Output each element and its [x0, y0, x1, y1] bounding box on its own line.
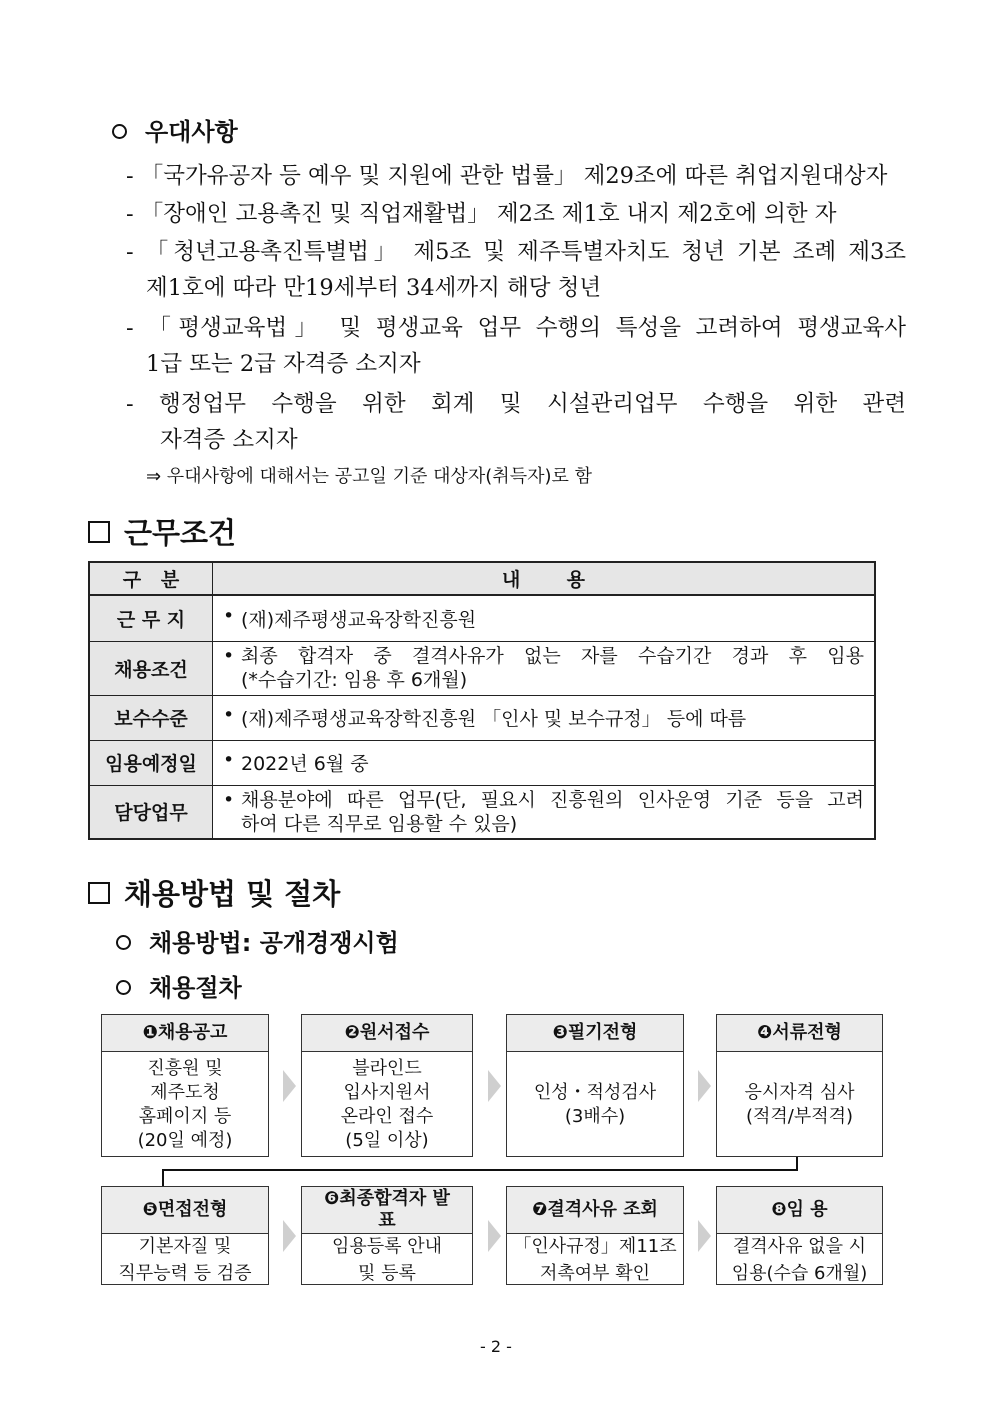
step-title: ❹서류전형 — [717, 1015, 882, 1052]
step-body-line: (적격/부적격) — [745, 1105, 854, 1127]
bullet: • — [223, 749, 235, 771]
step-body — [507, 1052, 683, 1157]
step-title: ❶채용공고 — [102, 1015, 268, 1052]
step-4-box — [716, 1014, 883, 1157]
hiring-method-text: 채용방법: 공개경쟁시험 — [149, 929, 399, 957]
table-row — [89, 595, 875, 641]
hiring-heading-text: 채용방법 및 절차 — [124, 877, 341, 911]
arrow-right-icon — [283, 1070, 296, 1102]
row-text-2: 하여 다른 직무로 임용할 수 있음) — [241, 812, 518, 835]
step-body-line: (20일 예정) — [137, 1129, 233, 1151]
step-body — [102, 1052, 268, 1157]
step-body-line: 홈페이지 등 — [138, 1105, 232, 1127]
preference-item-4-line-2: 1급 또는 2급 자격증 소지자 — [146, 351, 421, 377]
arrow-right-icon — [488, 1220, 501, 1252]
procedure-heading-text: 채용절차 — [149, 974, 242, 1002]
step-5-box — [101, 1186, 269, 1285]
preferences-note: ⇒ 우대사항에 대해서는 공고일 기준 대상자(취득자)로 함 — [146, 466, 592, 487]
arrow-right-icon — [698, 1070, 711, 1102]
preference-item-3-line-2: 제1호에 따라 만19세부터 34세까지 해당 청년 — [146, 275, 602, 301]
arrow-right-icon — [698, 1220, 711, 1252]
step-body-line: 기본자질 및 — [138, 1235, 232, 1257]
step-body — [717, 1234, 882, 1285]
arrow-right-icon — [488, 1070, 501, 1102]
connector-line — [162, 1169, 798, 1171]
step-body-line: 저촉여부 확인 — [539, 1262, 651, 1284]
table-row — [89, 740, 875, 785]
row-text: 2022년 6월 중 — [241, 753, 369, 775]
bullet: • — [223, 704, 235, 726]
step-3-box — [506, 1014, 684, 1157]
step-body-line: 임용(수습 6개월) — [731, 1262, 868, 1284]
step-body-line: 제주도청 — [150, 1081, 220, 1103]
col-category-header: 구 분 — [89, 562, 213, 595]
hiring-method — [116, 923, 399, 958]
row-text-2: (*수습기간: 임용 후 6개월) — [241, 669, 468, 691]
arrow-right-icon — [283, 1220, 296, 1252]
row-text: 채용분야에 따른 업무(단, 필요시 진흥원의 인사운영 기준 등을 고려 — [241, 788, 864, 811]
row-content — [213, 740, 876, 785]
step-8-box — [716, 1186, 883, 1285]
step-body-line: 입사지원서 — [343, 1081, 431, 1103]
step-7-box — [506, 1186, 684, 1285]
preference-item-3-line-1: - 「청년고용촉진특별법」 제5조 및 제주특별자치도 청년 기본 조례 제3조 — [126, 239, 906, 265]
step-body-line: 진흥원 및 — [147, 1057, 223, 1079]
step-1-box — [101, 1014, 269, 1157]
step-title: ❽임 용 — [717, 1187, 882, 1234]
step-body-line: 응시자격 심사 — [744, 1081, 855, 1103]
bullet: • — [223, 788, 235, 811]
row-content — [213, 641, 876, 695]
step-body-line: (5일 이상) — [345, 1129, 429, 1151]
bullet: • — [223, 604, 235, 627]
procedure-heading — [116, 968, 242, 1003]
step-body-line: 임용등록 안내 — [331, 1235, 443, 1257]
step-2-box — [301, 1014, 473, 1157]
hollow-square-icon — [88, 521, 110, 543]
step-6-box — [301, 1186, 473, 1285]
row-content — [213, 595, 876, 641]
step-body-line: 직무능력 등 검증 — [118, 1262, 252, 1284]
step-body-line: 온라인 접수 — [340, 1105, 434, 1127]
preferences-heading — [112, 112, 238, 147]
hollow-circle-icon — [112, 124, 127, 139]
step-title: ❸필기전형 — [507, 1015, 683, 1052]
row-content — [213, 695, 876, 740]
step-body-line: 결격사유 없을 시 — [732, 1235, 867, 1257]
table-row — [89, 695, 875, 740]
preferences-heading-text: 우대사항 — [145, 118, 238, 146]
step-body — [302, 1052, 472, 1157]
preference-item-1: - 「국가유공자 등 예우 및 지원에 관한 법률」 제29조에 따른 취업지원대상자 — [126, 163, 888, 189]
preference-item-2: - 「장애인 고용촉진 및 직업재활법」 제2조 제1호 내지 제2호에 의한 자 — [126, 201, 837, 227]
row-text: 최종 합격자 중 결격사유가 없는 자를 수습기간 경과 후 임용 — [241, 645, 864, 667]
step-body-line: 「인사규정」제11조 — [513, 1235, 677, 1257]
work-conditions-table — [88, 561, 876, 840]
hollow-square-icon — [88, 882, 110, 904]
hollow-circle-icon — [116, 935, 131, 950]
bullet: • — [223, 645, 235, 667]
connector-line — [162, 1169, 164, 1187]
hiring-heading — [88, 872, 340, 913]
row-content — [213, 785, 876, 839]
table-row — [89, 785, 875, 839]
step-title: ❼결격사유 조회 — [507, 1187, 683, 1234]
row-text: (재)제주평생교육장학진흥원 「인사 및 보수규정」 등에 따름 — [241, 708, 747, 730]
row-label: 채용조건 — [89, 641, 213, 695]
row-label: 담당업무 — [89, 785, 213, 839]
step-body-line: 블라인드 — [352, 1057, 422, 1079]
table-row — [89, 641, 875, 695]
step-body-line: 인성・적성검사 — [533, 1081, 657, 1103]
step-body-line: 및 등록 — [358, 1262, 416, 1284]
step-body — [507, 1234, 683, 1285]
step-title: ❻최종합격자 발표 — [302, 1187, 472, 1234]
row-label: 보수수준 — [89, 695, 213, 740]
preference-item-4-line-1: - 「평생교육법」 및 평생교육 업무 수행의 특성을 고려하여 평생교육사 — [126, 315, 906, 341]
step-body — [102, 1234, 268, 1285]
preference-item-5-line-2: 자격증 소지자 — [160, 427, 298, 453]
row-text: (재)제주평생교육장학진흥원 — [241, 608, 477, 631]
row-label: 임용예정일 — [89, 740, 213, 785]
page-number: - 2 - — [480, 1337, 512, 1356]
step-title: ❷원서접수 — [302, 1015, 472, 1052]
step-body-line: (3배수) — [564, 1105, 626, 1127]
col-content-header: 내 용 — [213, 562, 876, 595]
work-conditions-heading-text: 근무조건 — [124, 516, 237, 550]
preference-item-5-line-1: - 행정업무 수행을 위한 회계 및 시설관리업무 수행을 위한 관련 — [126, 391, 906, 417]
step-title: ❺면접전형 — [102, 1187, 268, 1234]
step-body — [717, 1052, 882, 1157]
row-label: 근 무 지 — [89, 595, 213, 641]
table-header-row — [89, 562, 875, 595]
step-body — [302, 1234, 472, 1285]
work-conditions-heading — [88, 511, 236, 552]
hollow-circle-icon — [116, 980, 131, 995]
